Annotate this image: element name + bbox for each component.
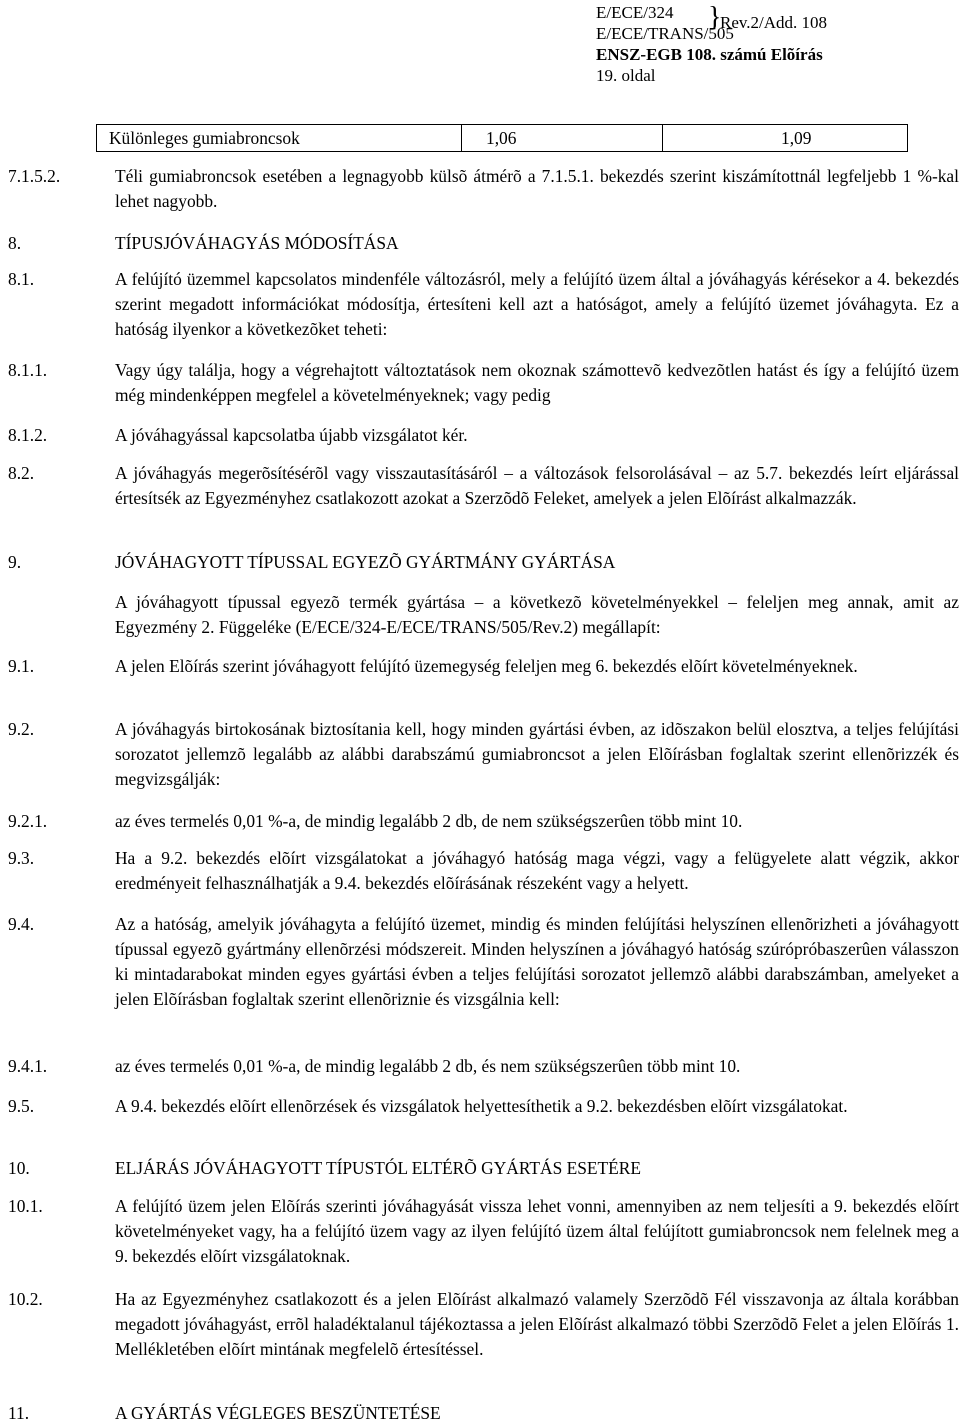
section-text: az éves termelés 0,01 %-a, de mindig legalább 2 db, és nem szükségszerûen több mint 10. <box>115 1056 741 1076</box>
header-page-number: 19. oldal <box>596 66 656 85</box>
section-text: A jóváhagyás megerõsítésérõl vagy visszautasításáról – a változások felsorolásával – az 5.7. bekezdés leírt eljárással értesítsék az Egyezményhez csatlakozott azokat a Szerzõdõ Feleket, amelyek a jelen Elõírást alkalmazzák. <box>115 463 959 508</box>
document-header <box>596 2 828 86</box>
section-9-5 <box>8 1094 958 1119</box>
section-text: az éves termelés 0,01 %-a, de mindig legalább 2 db, de nem szükségszerûen több mint 10. <box>115 811 743 831</box>
header-revision: Rev.2/Add. 108 <box>720 13 828 32</box>
section-heading: TÍPUSJÓVÁHAGYÁS MÓDOSÍTÁSA <box>115 233 399 253</box>
section-9-4 <box>8 912 958 1012</box>
section-text: A 9.4. bekezdés elõírt ellenõrzések és vizsgálatok helyettesíthetik a 9.2. bekezdésben elõírt vizsgálatokat. <box>115 1096 848 1116</box>
section-number: 9.3. <box>8 848 35 868</box>
section-9-2-1 <box>8 809 958 834</box>
section-9-4-1 <box>8 1054 958 1079</box>
section-text: A felújító üzem jelen Elõírás szerinti jóváhagyását vissza lehet vonni, amennyiben az nem teljesíti a 9. bekezdés elõírt követelményeket vagy, ha a felújító üzem vagy az ilyen felújító üzem által felújított gumiabroncsok nem felelnek meg a 9. bekezdés elõírt vizsgálatoknak. <box>115 1196 959 1266</box>
section-heading: JÓVÁHAGYOTT TÍPUSSAL EGYEZÕ GYÁRTMÁNY GYÁRTÁSA <box>115 552 616 572</box>
section-number: 8. <box>8 233 22 253</box>
section-number: 9.5. <box>8 1096 35 1116</box>
section-number: 9.4. <box>8 914 35 934</box>
section-number: 9.2.1. <box>8 811 48 831</box>
section-text: A jóváhagyott típussal egyezõ termék gyártása – a következõ követelményekkel – feleljen meg annak, amit az Egyezmény 2. Függeléke (E/ECE/324-E/ECE/TRANS/505/Rev.2) megállapít: <box>115 592 959 637</box>
section-heading: ELJÁRÁS JÓVÁHAGYOTT TÍPUSTÓL ELTÉRÕ GYÁRTÁS ESETÉRE <box>115 1158 641 1178</box>
section-text: A felújító üzemmel kapcsolatos mindenféle változásról, mely a felújító üzem által a jóváhagyás kérésekor a 4. bekezdés szerint megadott információkat módosítja, értesíteni kell azt a hatóságot, amely a felújító üzemet jóváhagyta. Ez a hatóság ilyenkor a következõket teheti: <box>115 269 959 339</box>
section-9-1 <box>8 654 958 679</box>
section-number: 9.1. <box>8 656 35 676</box>
section-8-heading <box>8 231 958 256</box>
section-number: 8.1.1. <box>8 360 48 380</box>
section-number: 10.2. <box>8 1289 43 1309</box>
section-heading: A GYÁRTÁS VÉGLEGES BESZÜNTETÉSE <box>115 1403 441 1423</box>
section-text: Az a hatóság, amelyik jóváhagyta a felújító üzemet, mindig és minden felújítási helyszínen ellenõrizheti a jóváhagyott típussal egyezõ gyártmány ellenõrzési módszereit. Minden helyszínen a jóváhagyó hatóság szúrópróbaszerûen válasszon ki mintadarabokat minden egyes gyártási évben a teljes felújítási sorozatot jellemzõ alábbi darabszámban, amelyeket a jelen Elõírásban foglaltak szerint ellenõriznie és vizsgálnia kell: <box>115 914 959 1009</box>
section-number: 10. <box>8 1158 30 1178</box>
header-brace: } <box>708 2 722 33</box>
section-9-intro <box>8 590 958 640</box>
section-number: 10.1. <box>8 1196 43 1216</box>
section-8-1-1 <box>8 358 958 408</box>
section-11-heading <box>8 1401 958 1426</box>
section-9-2 <box>8 717 958 792</box>
section-8-1 <box>8 267 958 342</box>
section-number: 9. <box>8 552 22 572</box>
section-number: 9.4.1. <box>8 1056 48 1076</box>
section-text: A jóváhagyással kapcsolatba újabb vizsgálatot kér. <box>115 425 468 445</box>
section-number: 8.1. <box>8 269 35 289</box>
table-cell-value-2: 1,09 <box>663 125 908 152</box>
section-text: A jóváhagyás birtokosának biztosítania kell, hogy minden gyártási évben, az idõszakon belül elosztva, a teljes felújítási sorozatot jellemzõ legalább az alábbi darabszámú gumiabroncsot a jelen Elõírásban foglaltak szerint ellenõrizzék és megvizsgálják: <box>115 719 959 789</box>
section-text: A jelen Elõírás szerint jóváhagyott felújító üzemegység feleljen meg 6. bekezdés elõírt követelményeknek. <box>115 656 858 676</box>
table-row <box>97 125 908 152</box>
section-7-1-5-2 <box>8 164 958 214</box>
section-9-heading <box>8 550 958 575</box>
section-number: 9.2. <box>8 719 35 739</box>
section-10-1 <box>8 1194 958 1269</box>
section-number: 7.1.5.2. <box>8 166 61 186</box>
table-cell-value-1: 1,06 <box>462 125 663 152</box>
header-regulation-title: ENSZ-EGB 108. számú Elõírás <box>596 45 823 64</box>
header-doc-symbol-1: E/ECE/324 <box>596 3 674 22</box>
table-cell-label: Különleges gumiabroncsok <box>97 125 462 152</box>
section-number: 11. <box>8 1403 30 1423</box>
tyre-table <box>96 124 908 152</box>
section-10-heading <box>8 1156 958 1181</box>
section-text: Ha az Egyezményhez csatlakozott és a jelen Elõírást alkalmazó valamely Szerzõdõ Fél visszavonja az általa korábban megadott jóváhagyást, errõl haladéktalanul tájékoztassa a jelen Elõírást alkalmazó többi Szerzõdõ Felet a jelen Elõírás 1. Mellékletében elõírt mintának megfelelõ értesítéssel. <box>115 1289 959 1359</box>
section-8-2 <box>8 461 958 511</box>
section-number: 8.1.2. <box>8 425 48 445</box>
section-text: Ha a 9.2. bekezdés elõírt vizsgálatokat a jóváhagyó hatóság maga végzi, vagy a felügyelete alatt végzik, akkor eredményeit felhasználhatják a 9.4. bekezdés elõírásának részeként vagy a helyett. <box>115 848 959 893</box>
header-doc-symbol-2: E/ECE/TRANS/505 <box>596 24 734 43</box>
section-9-3 <box>8 846 958 896</box>
section-10-2 <box>8 1287 958 1362</box>
section-number: 8.2. <box>8 463 35 483</box>
section-text: Vagy úgy találja, hogy a végrehajtott változtatások nem okoznak számottevõ kedvezõtlen hatást és így a felújító üzem még mindenképpen megfelel a követelményeknek; vagy pedig <box>115 360 959 405</box>
section-8-1-2 <box>8 423 958 448</box>
section-text: Téli gumiabroncsok esetében a legnagyobb külsõ átmérõ a 7.1.5.1. bekezdés szerint kiszámítottnál legfeljebb 1 %-kal lehet nagyobb. <box>115 166 959 211</box>
